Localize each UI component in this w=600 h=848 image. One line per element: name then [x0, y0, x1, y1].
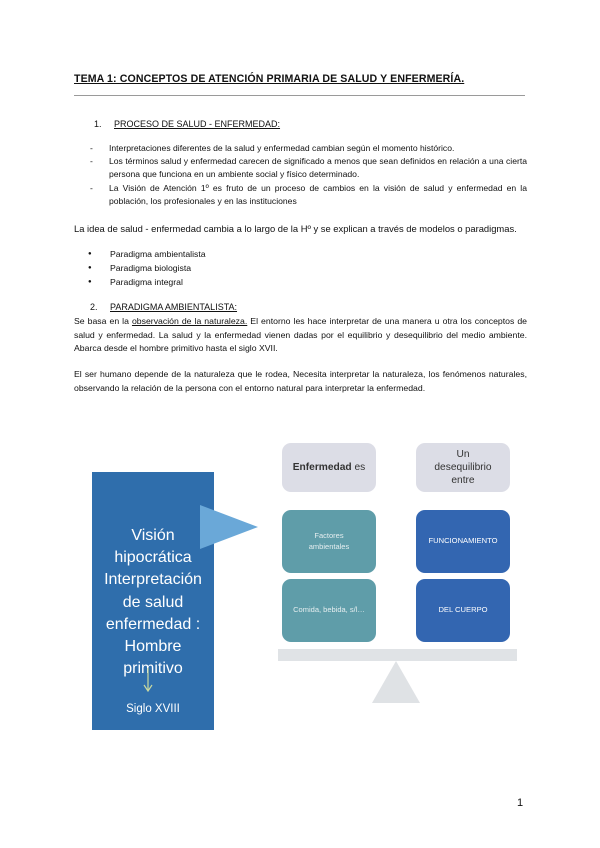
- box-line: enfermedad :: [105, 615, 201, 633]
- arrow-down-icon: [142, 668, 154, 694]
- idea-paragraph: La idea de salud - enfermedad cambia a lo largo de la Hº y se explican a través de modelos o paradigmas.: [74, 223, 517, 234]
- food-drink-card: Comida, bebida, s/l…: [282, 579, 376, 642]
- box-line: Interpretación: [104, 571, 202, 589]
- functioning-card: FUNCIONAMIENTO: [416, 510, 510, 573]
- century-label: Siglo XVIII: [126, 703, 180, 715]
- bullet-dash: -: [90, 156, 93, 166]
- box-line: hipocrática: [114, 549, 192, 567]
- box-line: Hombre: [124, 638, 182, 656]
- scale-beam: [278, 649, 517, 661]
- observation-underlined: observación de la naturaleza.: [131, 316, 248, 326]
- bullet-dot-icon: ●: [88, 251, 92, 257]
- header-left-rest: es: [351, 462, 366, 473]
- bullet-text: Interpretaciones diferentes de la salud y enfermedad cambian según el momento histórico.: [109, 143, 455, 153]
- document-title: TEMA 1: CONCEPTOS DE ATENCIÓN PRIMARIA DE SALUD Y ENFERMERÍA.: [74, 73, 465, 85]
- bullet-text: La Visión de Atención 1º es fruto de un proceso de cambios en la visión de salud y enfermedad en la población, los profesionales y en las instituciones: [109, 183, 527, 207]
- header-right-card: Un desequilibrio entre: [416, 443, 510, 492]
- bullet-dot-icon: ●: [88, 265, 92, 271]
- scale-fulcrum-icon: [372, 661, 420, 703]
- paradigm-label: Paradigma biologista: [110, 263, 192, 273]
- bullet-dash: -: [90, 183, 93, 193]
- para-text: Se basa en la: [74, 316, 132, 326]
- paradigm-item: [88, 248, 206, 262]
- box-line: Visión: [131, 527, 175, 544]
- section-2-heading: [90, 302, 237, 312]
- box-line: primitivo: [123, 660, 183, 678]
- paradigm-item: [88, 262, 192, 276]
- section-1-bullet: [90, 155, 527, 182]
- section-2-number: 2.: [90, 302, 98, 312]
- page-number: 1: [517, 797, 524, 809]
- paradigm-label: Paradigma integral: [110, 277, 183, 287]
- box-line: de salud: [122, 593, 184, 611]
- pointer-triangle-icon: [200, 505, 258, 549]
- section-1-bullet: [90, 182, 527, 209]
- paradigm-item: [88, 276, 183, 290]
- paradigm-label: Paradigma ambientalista: [110, 249, 206, 259]
- hippocratic-vision-text: [92, 525, 214, 680]
- title-divider: [74, 95, 525, 96]
- section-2-paragraph-2: El ser humano depende de la naturaleza que le rodea, Necesita interpretar la naturaleza, los fenómenos naturales, observando la relación de la persona con el entorno natural para interpretar la enfermedad.: [74, 369, 527, 393]
- section-1-label: PROCESO DE SALUD - ENFERMEDAD:: [114, 119, 281, 129]
- section-1-heading: [94, 119, 280, 129]
- para-text: El entorno les hace interpretar de una manera u otra los conceptos de salud y enfermedad. La salud y la enfermedad vienen dadas por el equilibrio y desequilibrio del medio ambiente. Abarca desde el hombre primitivo hasta el siglo XVII.: [74, 316, 528, 354]
- bullet-text: Los términos salud y enfermedad carecen de significado a menos que sean definidos en relación a una cierta persona que funciona en un ambiente social y físico determinado.: [109, 156, 527, 180]
- section-2-paragraph-1: [74, 315, 527, 356]
- section-1-number: 1.: [94, 119, 102, 129]
- section-2-label: PARADIGMA AMBIENTALISTA:: [110, 302, 238, 312]
- bullet-dot-icon: ●: [88, 279, 92, 285]
- environmental-factors-card: Factores ambientales: [282, 510, 376, 573]
- header-left-bold: Enfermedad: [292, 462, 352, 473]
- body-card: DEL CUERPO: [416, 579, 510, 642]
- header-left-card: [282, 443, 376, 492]
- bullet-dash: -: [90, 143, 93, 153]
- section-1-bullet: [90, 142, 527, 155]
